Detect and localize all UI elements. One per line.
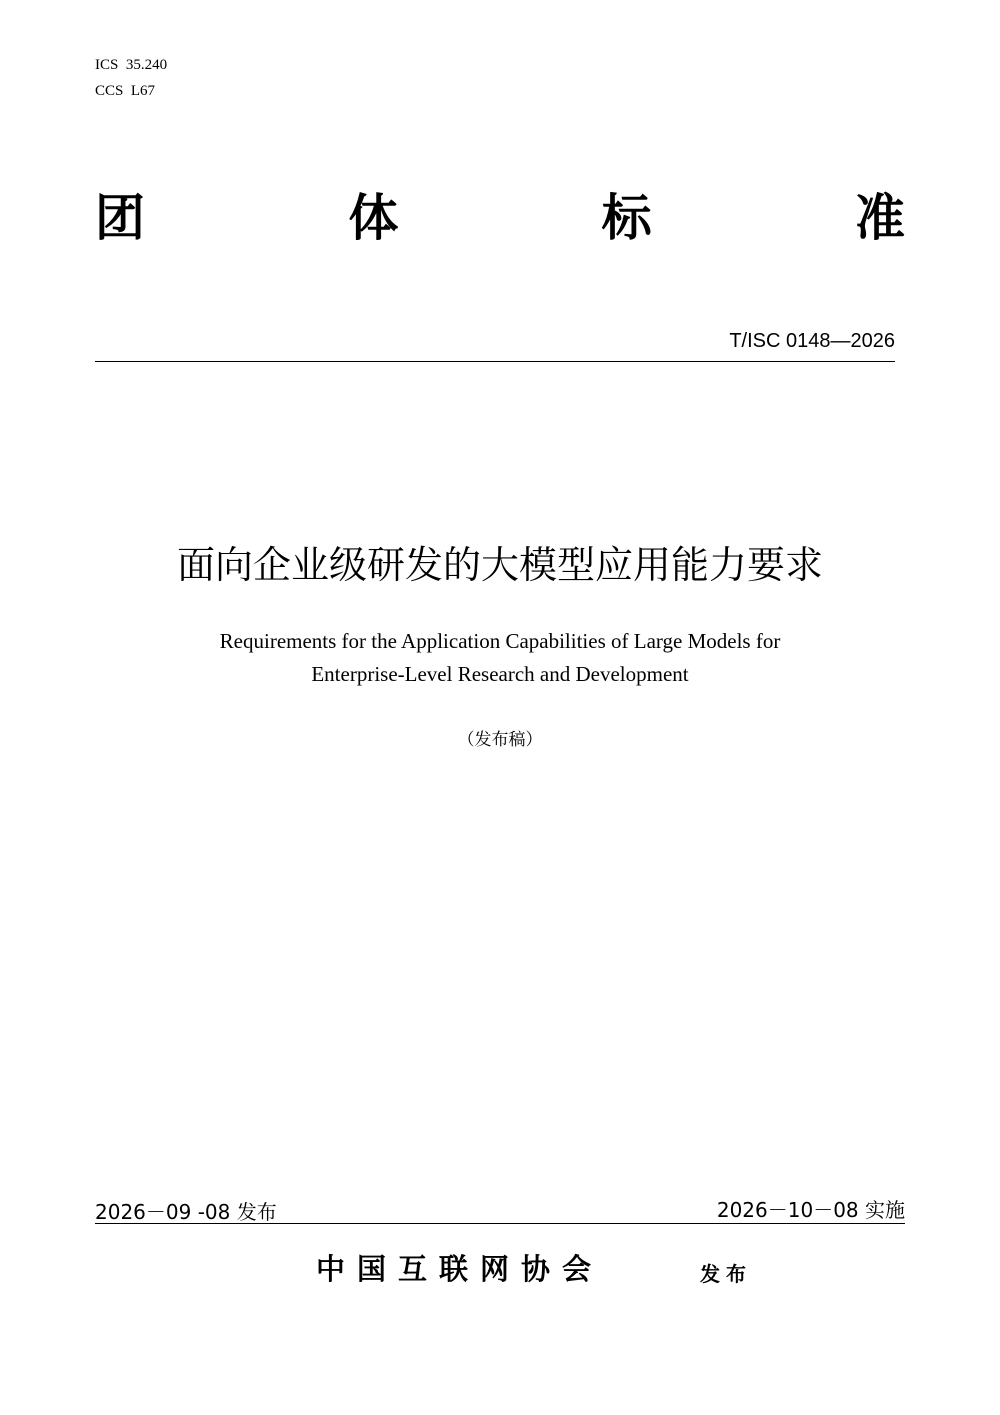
header-divider (95, 361, 895, 362)
ccs-code: CCS L67 (95, 83, 156, 99)
publish-date: 2026－09 -08 发布 (95, 1200, 277, 1224)
standard-type-char: 准 (854, 188, 905, 247)
standard-type-char: 标 (601, 188, 652, 247)
standard-number: T/ISC 0148—2026 (729, 330, 895, 352)
footer-divider (95, 1223, 905, 1224)
implement-date: 2026－10－08 实施 (716, 1198, 905, 1222)
publisher-name: 中国互联网协会 (316, 1252, 604, 1286)
english-title-line: Requirements for the Application Capabilities of Large Models for (219, 629, 781, 653)
standard-type-heading (95, 188, 905, 248)
classification-codes (95, 52, 167, 104)
english-title-line: Enterprise-Level Research and Development (311, 662, 689, 686)
ics-code: ICS 35.240 (95, 57, 168, 73)
publish-label: 发布 (700, 1262, 752, 1286)
chinese-title: 面向企业级研发的大模型应用能力要求 (176, 543, 823, 587)
draft-status: （发布稿） (457, 730, 543, 750)
english-title (0, 625, 1000, 691)
standard-type-char: 团 (95, 188, 145, 247)
standard-type-char: 体 (348, 188, 399, 247)
